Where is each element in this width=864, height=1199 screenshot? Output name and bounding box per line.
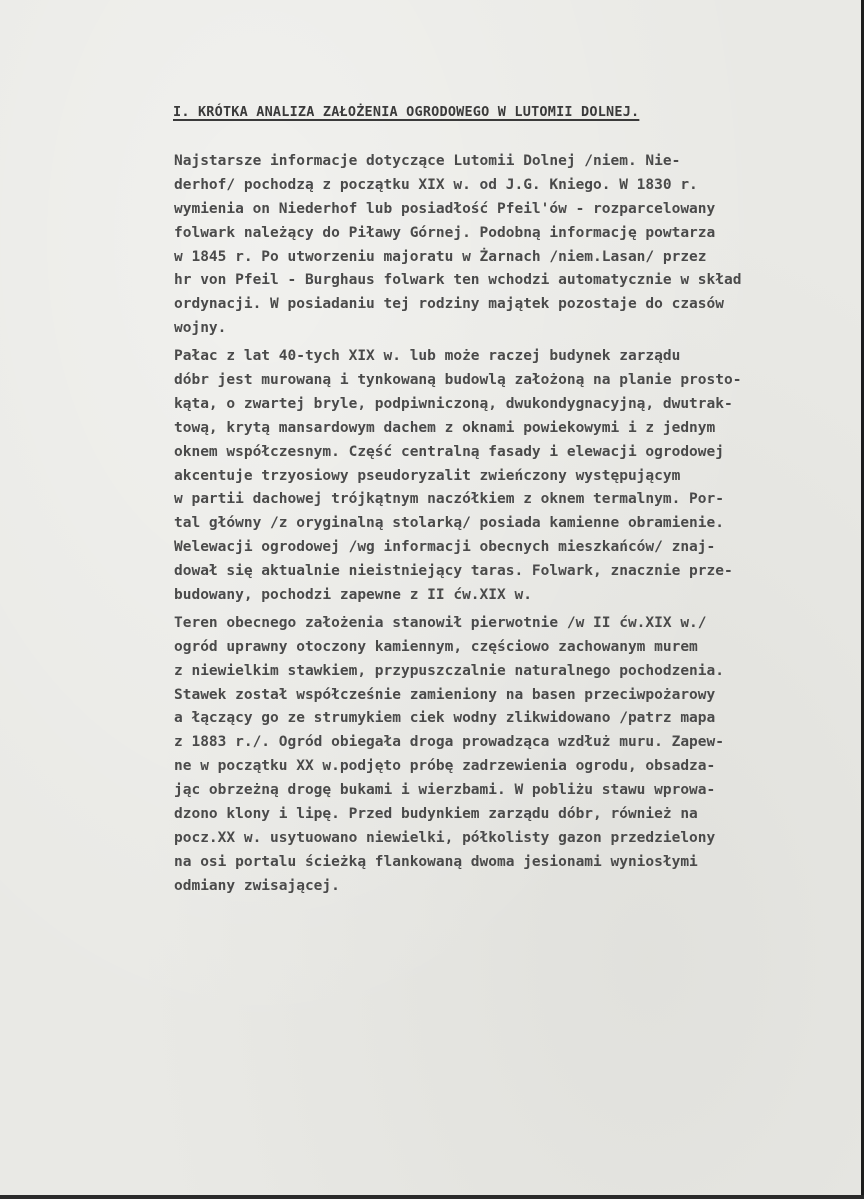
text-line: ogród uprawny otoczony kamiennym, częściowo zachowanym murem [174, 638, 698, 655]
text-line: odmiany zwisającej. [174, 877, 340, 894]
text-line: wymienia on Niederhof lub posiadłość Pfeil'ów - rozparcelowany [174, 200, 716, 217]
text-line: Pałac z lat 40-tych XIX w. lub może raczej budynek zarządu [174, 348, 681, 365]
scan-edge-bottom [0, 1195, 864, 1199]
text-line: folwark należący do Piławy Górnej. Podobną informację powtarza [174, 224, 716, 241]
text-line: Stawek został współcześnie zamieniony na basen przeciwpożarowy [174, 686, 716, 703]
text-line: z niewielkim stawkiem, przypuszczalnie naturalnego pochodzenia. [174, 662, 724, 679]
text-line: Najstarsze informacje dotyczące Lutomii Dolnej /niem. Nie- [174, 153, 681, 169]
text-line: akcentuje trzyosiowy pseudoryzalit zwieńczony występującym [174, 467, 681, 484]
text-line: z 1883 r./. Ogród obiegała droga prowadząca wzdłuż muru. Zapew- [174, 734, 724, 751]
paragraph-3 [174, 612, 864, 899]
text-line: oknem współczesnym. Część centralną fasady i elewacji ogrodowej [174, 443, 724, 460]
paragraph-2 [174, 345, 864, 608]
text-line: wojny. [174, 320, 227, 337]
text-line: dóbr jest murowaną i tynkowaną budowlą założoną na planie prosto- [174, 372, 742, 389]
text-line: dzono klony i lipę. Przed budynkiem zarządu dóbr, również na [174, 806, 698, 823]
text-line: w partii dachowej trójkątnym naczółkiem z oknem termalnym. Por- [174, 491, 724, 508]
paragraph-1 [174, 150, 864, 341]
text-line: w 1845 r. Po utworzeniu majoratu w Żarnach /niem.Lasan/ przez [174, 248, 707, 265]
text-line: derhof/ pochodzą z początku XIX w. od J.G. Kniego. W 1830 r. [174, 176, 698, 193]
document-heading: I. KRÓTKA ANALIZA ZAŁOŻENIA OGRODOWEGO W LUTOMII DOLNEJ. [173, 104, 640, 120]
text-line: kąta, o zwartej bryle, podpiwniczoną, dwukondygnacyjną, dwutrak- [174, 395, 733, 412]
text-line: tową, krytą mansardowym dachem z oknami powiekowymi i z jednym [174, 419, 716, 436]
text-line: ne w początku XX w.podjęto próbę zadrzewienia ogrodu, obsadza- [174, 758, 716, 775]
document-body [174, 150, 864, 899]
text-line: Teren obecnego założenia stanowił pierwotnie /w II ćw.XIX w./ [174, 614, 707, 631]
text-line: Welewacji ogrodowej /wg informacji obecnych mieszkańców/ znaj- [174, 539, 716, 556]
text-line: tal główny /z oryginalną stolarką/ posiada kamienne obramienie. [174, 515, 724, 532]
text-line: pocz.XX w. usytuowano niewielki, półkolisty gazon przedzielony [174, 829, 716, 846]
text-line: hr von Pfeil - Burghaus folwark ten wchodzi automatycznie w skład [174, 272, 742, 289]
text-line: jąc obrzeżną drogę bukami i wierzbami. W pobliżu stawu wprowa- [174, 782, 716, 799]
text-line: ordynacji. W posiadaniu tej rodziny majątek pozostaje do czasów [174, 296, 724, 313]
text-line: na osi portalu ścieżką flankowaną dwoma jesionami wyniosłymi [174, 853, 698, 870]
text-line: a łączący go ze strumykiem ciek wodny zlikwidowano /patrz mapa [174, 710, 716, 727]
text-line: dował się aktualnie nieistniejący taras. Folwark, znacznie prze- [174, 563, 733, 580]
text-line: budowany, pochodzi zapewne z II ćw.XIX w. [174, 587, 532, 604]
